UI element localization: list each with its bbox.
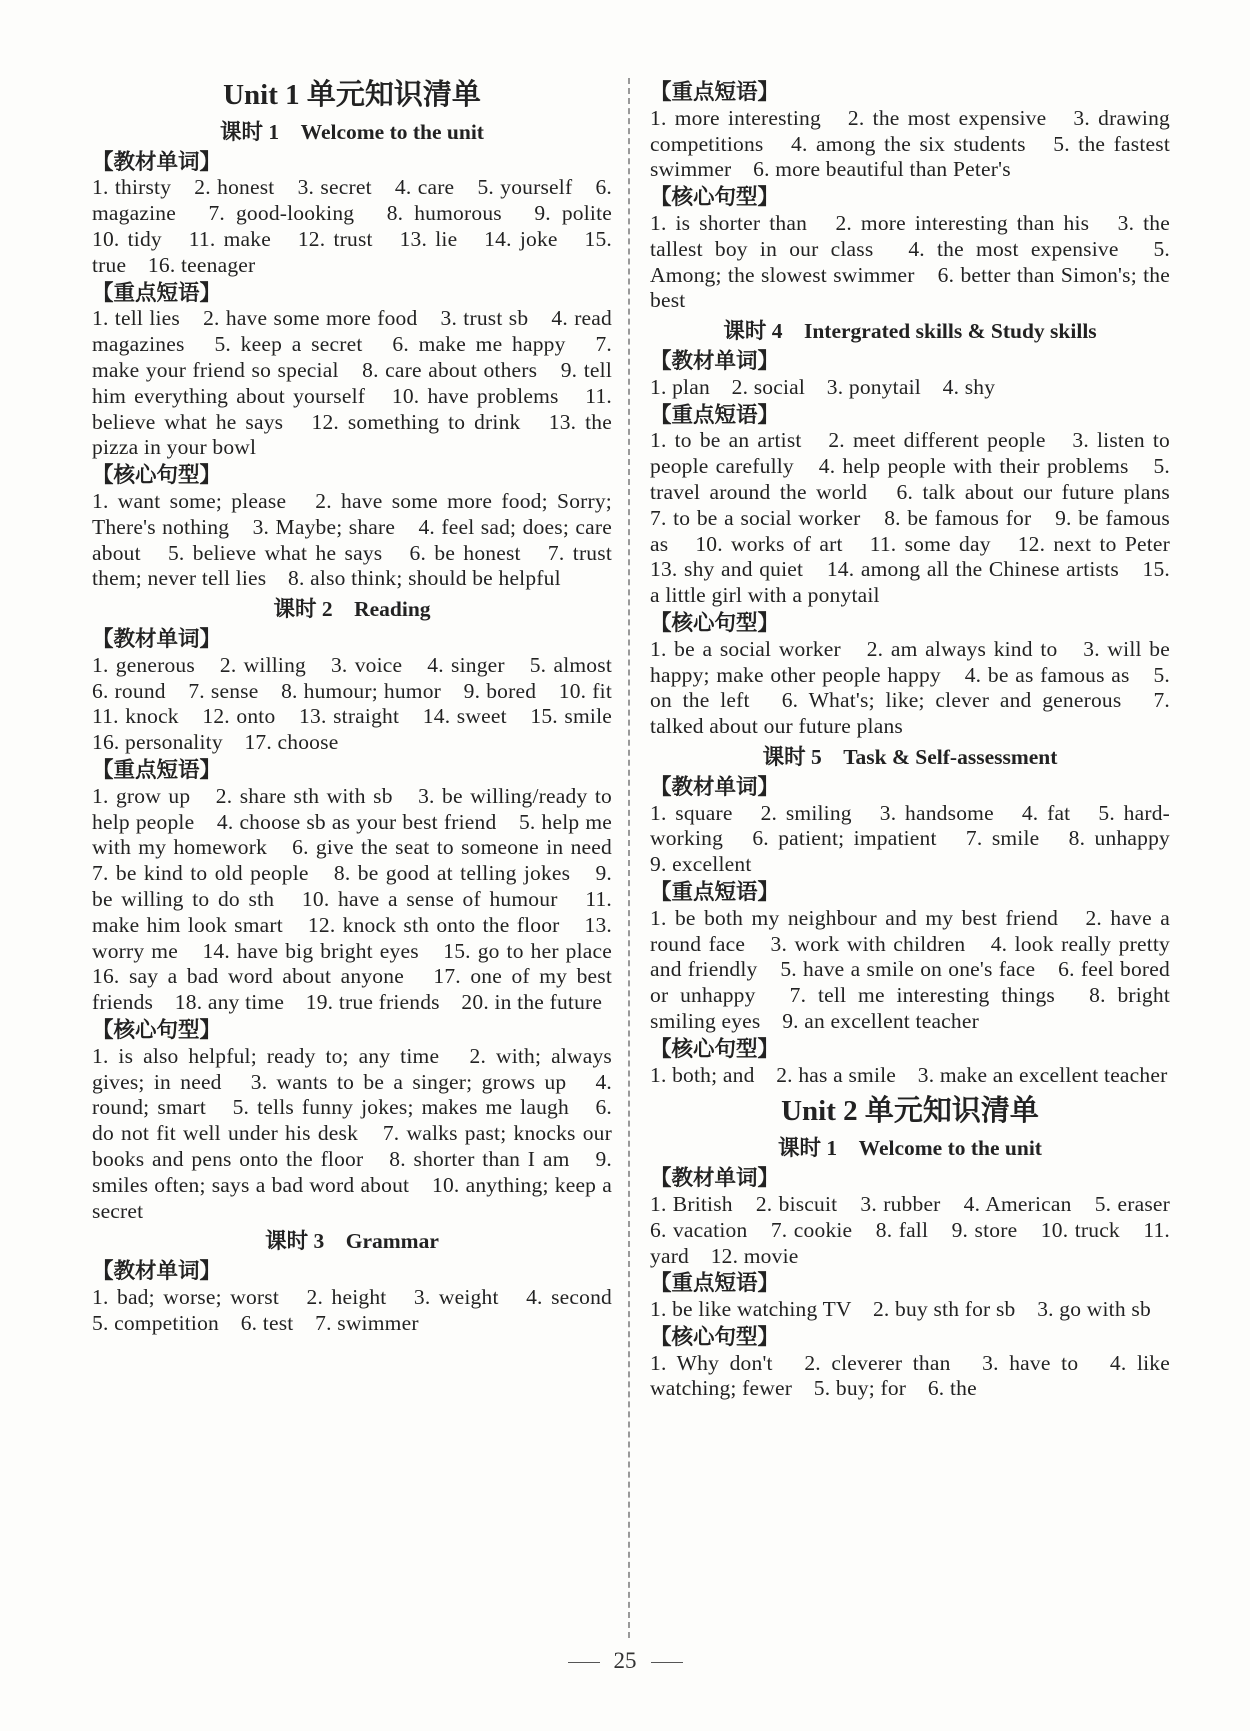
section-body: 1. British 2. biscuit 3. rubber 4. American 5. eraser 6. vacation 7. cookie 8. fall 9. store 10. truck 11. yard 12. movie xyxy=(650,1191,1192,1268)
section-heading: 【重点短语】 xyxy=(92,280,222,306)
section-body: 1. is shorter than 2. more interesting than his 3. the tallest boy in our class 4. the most expensive 5. Among; the slowest swimmer 6. better than Simon's; the best xyxy=(650,210,1170,313)
section-body: 1. generous 2. willing 3. voice 4. singer 5. almost 6. round 7. sense 8. humour; humor 9. bored 10. fit 11. knock 12. onto 13. straight 14. sweet 15. smile 16. personality 17. choose xyxy=(92,652,634,755)
section-heading: 【核心句型】 xyxy=(650,1324,780,1350)
unit-2-title: Unit 2 单元知识清单 xyxy=(781,1095,1039,1128)
section-heading: 【重点短语】 xyxy=(92,758,222,784)
section-heading: 【核心句型】 xyxy=(650,185,780,211)
lesson-5-title: 课时 5 Task & Self-assessment xyxy=(762,745,1058,769)
section-heading: 【教材单词】 xyxy=(650,774,780,800)
section-body: 1. grow up 2. share sth with sb 3. be willing/ready to help people 4. choose sb as your best friend 5. help me with my homework 6. give the seat to someone in need 7. be kind to old people 8. be good at telling jokes 9. be willing to do sth 10. have a sense of humour 11. make him look smart 12. knock sth onto the floor 13. worry me 14. have big bright eyes 15. go to her place 16. say a bad word about anyone 17. one of my best friends 18. any time 19. true friends 20. in the future xyxy=(92,783,634,1015)
footer-dash xyxy=(568,1662,600,1663)
page-number: 25 xyxy=(613,1648,637,1673)
section-body: 1. to be an artist 2. meet different people 3. listen to people carefully 4. help people with their problems 5. travel around the world 6. talk about our future plans 7. to be a social worker 8. be famous for 9. be famous as 10. works of art 11. some day 12. next to Peter 13. shy and quiet 14. among all the Chinese artists 15. a little girl with a ponytail xyxy=(650,428,1192,608)
lesson-1-title: 课时 1 Welcome to the unit xyxy=(220,119,484,144)
section-body: 1. tell lies 2. have some more food 3. trust sb 4. read magazines 5. keep a secret 6. make me happy 7. make your friend so special 8. care about others 9. tell him everything about yourself 10. have problems 11. believe what he says 12. something to drink 13. the pizza in your bowl xyxy=(92,306,612,460)
section-body: 1. square 2. smiling 3. handsome 4. fat 5. hard-working 6. patient; impatient 7. smile 8. unhappy 9. excellent xyxy=(650,800,1192,877)
section-body: 1. is also helpful; ready to; any time 2. with; always gives; in need 3. wants to be a singer; grows up 4. round; smart 5. tells funny jokes; makes me laugh 6. do not fit well under his desk 7. walks past; knocks our books and pens onto the floor 8. shorter than I am 9. smiles often; says a bad word about 10. anything; keep a secret xyxy=(92,1043,612,1223)
section-body: 1. be like watching TV 2. buy sth for sb 3. go with sb xyxy=(650,1297,1151,1322)
lesson-2-title: 课时 2 Reading xyxy=(273,597,431,622)
section-body: 1. want some; please 2. have some more food; Sorry; There's nothing 3. Maybe; share 4. feel sad; does; care about 5. believe what he says 6. be honest 7. trust them; never tell lies 8. also think; should be helpful xyxy=(92,489,612,591)
section-heading: 【教材单词】 xyxy=(92,1259,222,1285)
lesson-4-title: 课时 4 Intergrated skills & Study skills xyxy=(723,319,1097,344)
section-body: 1. more interesting 2. the most expensive 3. drawing competitions 4. among the six students 5. the fastest swimmer 6. more beautiful than Peter's xyxy=(650,105,1170,182)
section-heading: 【教材单词】 xyxy=(650,1166,780,1192)
section-heading: 【重点短语】 xyxy=(650,402,780,428)
section-heading: 【重点短语】 xyxy=(650,80,780,105)
section-heading: 【核心句型】 xyxy=(650,1036,780,1062)
section-heading: 【核心句型】 xyxy=(92,463,222,489)
right-column xyxy=(650,78,1192,1402)
section-body: 1. bad; worse; worst 2. height 3. weight 4. second 5. competition 6. test 7. swimmer xyxy=(92,1285,634,1335)
section-heading: 【教材单词】 xyxy=(92,149,222,175)
section-heading: 【教材单词】 xyxy=(650,349,780,375)
unit-1-title: Unit 1 单元知识清单 xyxy=(223,79,481,111)
section-body: 1. plan 2. social 3. ponytail 4. shy xyxy=(650,374,996,399)
column-divider xyxy=(628,78,630,1638)
section-heading: 【教材单词】 xyxy=(92,627,222,653)
section-heading: 【重点短语】 xyxy=(650,880,780,906)
lesson-3-title: 课时 3 Grammar xyxy=(265,1229,439,1254)
section-heading: 【重点短语】 xyxy=(650,1271,780,1297)
section-heading: 【核心句型】 xyxy=(650,611,780,637)
section-body: 1. be a social worker 2. am always kind to 3. will be happy; make other people happy 4. be as famous as 5. on the left 6. What's; like; clever and generous 7. talked about our future plans xyxy=(650,636,1170,739)
section-heading: 【核心句型】 xyxy=(92,1018,222,1044)
page-footer xyxy=(0,1648,1250,1674)
unit-2-lesson-1-title: 课时 1 Welcome to the unit xyxy=(778,1136,1042,1161)
section-body: 1. Why don't 2. cleverer than 3. have to 4. like watching; fewer 5. buy; for 6. the xyxy=(650,1350,1170,1401)
footer-dash xyxy=(651,1662,683,1663)
left-column xyxy=(92,78,634,1337)
section-body: 1. thirsty 2. honest 3. secret 4. care 5. yourself 6. magazine 7. good-looking 8. humorous 9. polite 10. tidy 11. make 12. trust 13. lie 14. joke 15. true 16. teenager xyxy=(92,175,634,277)
section-body: 1. both; and 2. has a smile 3. make an excellent teacher xyxy=(650,1062,1168,1087)
section-body: 1. be both my neighbour and my best friend 2. have a round face 3. work with children 4. look really pretty and friendly 5. have a smile on one's face 6. feel bored or unhappy 7. tell me interesting things 8. bright smiling eyes 9. an excellent teacher xyxy=(650,905,1170,1034)
